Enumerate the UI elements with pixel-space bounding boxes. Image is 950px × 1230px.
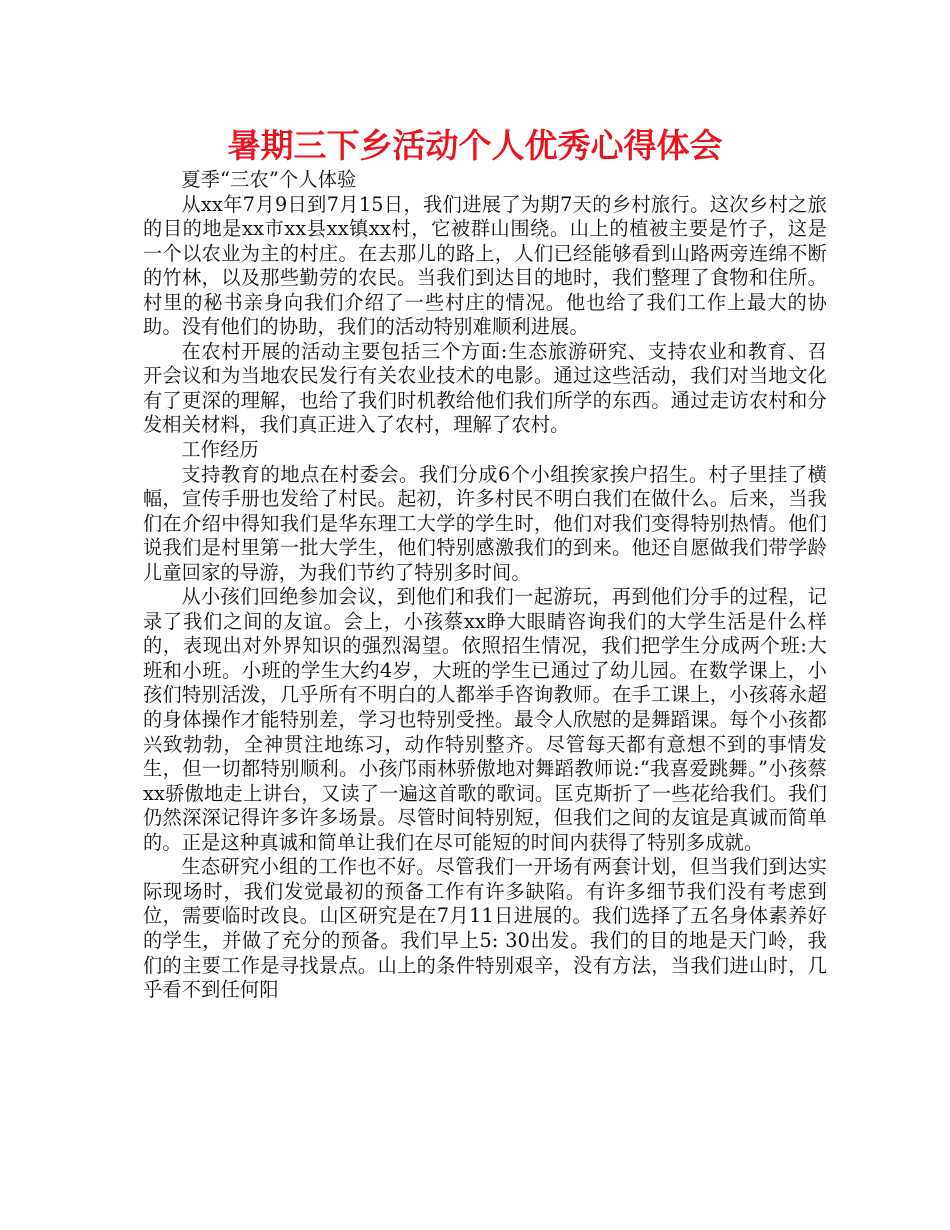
paragraph: 在农村开展的活动主要包括三个方面:生态旅游研究、支持农业和教育、召开会议和为当地农民发行有关农业技术的电影。通过这些活动，我们对当地文化有了更深的理解，也给了我们时机教给他们我们所学的东西。通过走访农村和分发相关材料，我们真正进入了农村，理解了农村。 (143, 339, 827, 437)
section-heading: 夏季“三农”个人体验 (181, 168, 357, 191)
section-heading: 工作经历 (181, 438, 259, 462)
paragraph: 支持教育的地点在村委会。我们分成6个小组挨家挨户招生。村子里挂了横幅，宣传手册也发给了村民。起初，许多村民不明白我们在做什么。后来，当我们在介绍中得知我们是华东理工大学的学生时，他们对我们变得特别热情。他们说我们是村里第一批大学生，他们特别感激我们的到来。他还自愿做我们带学龄儿童回家的导游，为我们节约了特别多时间。 (143, 462, 827, 584)
document-body (143, 168, 827, 1003)
paragraph: 从xx年7月9日到7月15日，我们进展了为期7天的乡村旅行。这次乡村之旅的目的地是xx市xx县xx镇xx村，它被群山围绕。山上的植被主要是竹子，这是一个以农业为主的村庄。在去那儿的路上，人们已经能够看到山路两旁连绵不断的竹林，以及那些勤劳的农民。当我们到达目的地时，我们整理了食物和住所。村里的秘书亲身向我们介绍了一些村庄的情况。他也给了我们工作上最大的协助。没有他们的协助，我们的活动特别难顺利进展。 (143, 192, 827, 339)
paragraph: 从小孩们回绝参加会议，到他们和我们一起游玩，再到他们分手的过程，记录了我们之间的友谊。会上，小孩蔡xx睁大眼睛咨询我们的大学生活是什么样的，表现出对外界知识的强烈渴望。依照招生情况，我们把学生分成两个班:大班和小班。小班的学生大约4岁，大班的学生已通过了幼儿园。在数学课上，小孩们特别活泼，几乎所有不明白的人都举手咨询教师。在手工课上，小孩蒋永超的身体操作才能特别差，学习也特别受挫。最令人欣慰的是舞蹈课。每个小孩都兴致勃勃，全神贯注地练习，动作特别整齐。尽管每天都有意想不到的事情发生，但一切都特别顺利。小孩邝雨林骄傲地对舞蹈教师说:“我喜爱跳舞。”小孩蔡xx骄傲地走上讲台，又读了一遍这首歌的歌词。匡克斯折了一些花给我们。我们仍然深深记得许多许多场景。尽管时间特别短，但我们之间的友谊是真诚而简单的。正是这种真诚和简单让我们在尽可能短的时间内获得了特别多成就。 (143, 585, 827, 854)
document-title: 暑期三下乡活动个人优秀心得体会 (227, 126, 723, 165)
paragraph: 生态研究小组的工作也不好。尽管我们一开场有两套计划，但当我们到达实际现场时，我们发觉最初的预备工作有许多缺陷。有许多细节我们没有考虑到位，需要临时改良。山区研究是在7月11日进展的。我们选择了五名身体素养好的学生，并做了充分的预备。我们早上5: 30出发。我们的目的地是天门岭，我们的主要工作是寻找景点。山上的条件特别艰辛，没有方法，当我们进山时，几乎看不到任何阳 (143, 855, 827, 1002)
